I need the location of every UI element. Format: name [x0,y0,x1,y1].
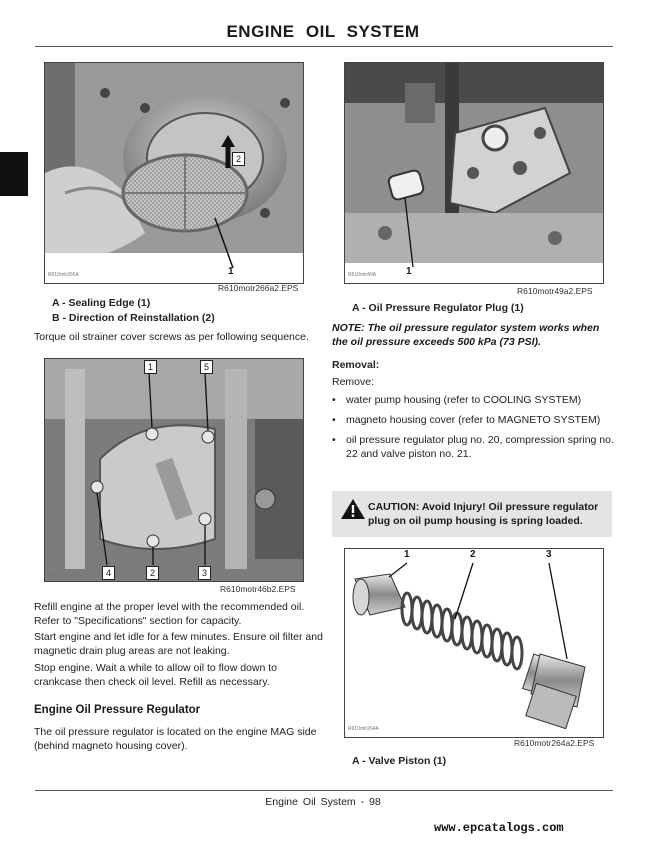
warning-triangle-icon [340,498,366,520]
fig3-small-label: R610mtr49A [348,272,377,278]
caution-text: CAUTION: Avoid Injury! Oil pressure regulator plug on oil pump housing is spring loaded. [368,501,599,527]
regulator-plug-photo [344,62,604,284]
remove-item-regulator-plug: • oil pressure regulator plug no. 20, compression spring no. 22 and valve piston no. 21. [332,433,617,461]
fig4-legend-a: A - Valve Piston (1) [352,755,447,767]
stop-instruction: Stop engine. Wait a while to allow oil to flow down to crankcase then check oil level. Refill as necessary. [34,662,277,688]
section-thumb-tab [0,152,28,196]
oil-strainer-photo [44,62,304,284]
fig3-callout-1: 1 [406,266,412,277]
fig1-legend-b: B - Direction of Reinstallation (2) [52,312,215,324]
pressure-note: NOTE: The oil pressure regulator system works when the oil pressure exceeds 500 kPa (73 PSI). [332,322,600,348]
fig2-small-label: R610mtr46B [48,572,77,578]
strainer-cover-photo [44,358,304,582]
fig2-callout-5: 5 [200,360,213,374]
refill-instruction: Refill engine at the proper level with the recommended oil. Refer to "Specifications" section for capacity. [34,601,305,627]
fig1-callout-1: 1 [228,266,234,277]
oil-strainer-illustration [45,63,303,283]
fig3-eps-caption: R610motr49a2.EPS [517,286,593,296]
fig2-callout-4: 4 [102,566,115,580]
footer-rule [35,790,613,791]
fig1-callout-2: 2 [232,152,245,166]
page-title: ENGINE OIL SYSTEM [226,22,420,41]
start-instruction: Start engine and let idle for a few minutes. Ensure oil filter and magnetic drain plug areas are not leaking. [34,631,323,657]
valve-piston-illustration [345,549,603,737]
fig4-callout-3: 3 [546,549,552,560]
fig3-legend-a: A - Oil Pressure Regulator Plug (1) [352,302,524,314]
website-link[interactable]: www.epcatalogs.com [434,821,564,835]
caution-box [332,491,612,537]
fig1-legend-a: A - Sealing Edge (1) [52,297,151,309]
remove-item-magneto-cover: • magneto housing cover (refer to MAGNETO SYSTEM) [332,413,617,427]
fig4-small-label: R610mtr264A [348,726,379,732]
fig4-eps-caption: R610motr264a2.EPS [514,738,595,748]
fig2-eps-caption: R610motr46b2.EPS [220,584,296,594]
valve-piston-photo [344,548,604,738]
fig2-callout-2: 2 [146,566,159,580]
fig2-callout-3: 3 [198,566,211,580]
page-footer: Engine Oil System - 98 [265,796,381,808]
fig4-callout-1: 1 [404,549,410,560]
remove-label: Remove: [332,376,375,388]
title-rule [35,46,613,47]
regulator-location-text: The oil pressure regulator is located on the engine MAG side (behind magneto housing cover). [34,726,317,752]
remove-item-water-pump: • water pump housing (refer to COOLING SYSTEM) [332,393,617,407]
fig1-eps-caption: R610motr266a2.EPS [218,283,299,293]
fig2-callout-1: 1 [144,360,157,374]
remove-items-list [332,393,617,467]
fig1-small-label: R610mtr266A [48,272,79,278]
fig4-callout-2: 2 [470,549,476,560]
removal-heading: Removal: [332,359,380,371]
strainer-cover-illustration [45,359,303,581]
torque-instruction: Torque oil strainer cover screws as per following sequence. [34,331,309,343]
regulator-plug-illustration [345,63,603,283]
regulator-heading: Engine Oil Pressure Regulator [34,704,201,716]
